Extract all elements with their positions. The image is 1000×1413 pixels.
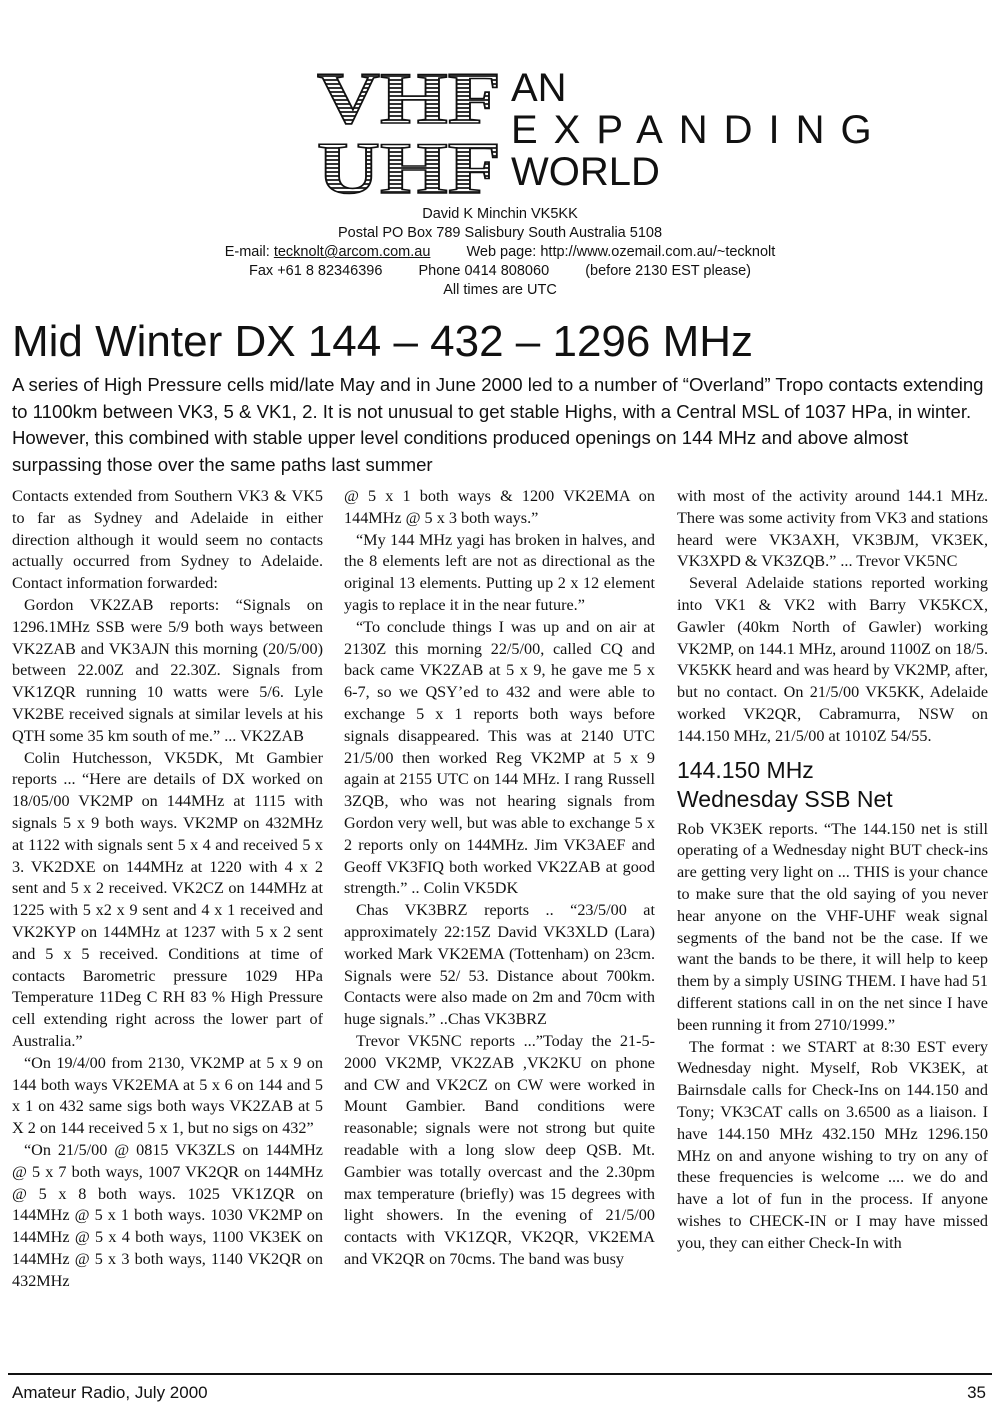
email-link[interactable]: tecknolt@arcom.com.au <box>273 244 431 260</box>
page-number: 35 <box>967 1383 986 1402</box>
masthead <box>315 63 895 198</box>
paragraph: Gordon VK2ZAB reports: “Signals on 1296.1MHz SSB were 5/9 both ways between VK2ZAB and VK3AJN this morning (20/5/00) between 22.00Z and 22.30Z. Signals from VK1ZQR running 10 watts were 5/6. Lyle VK2BE received signals at similar levels at his QTH some 35 km south of me.” ... VK2ZAB <box>12 595 323 745</box>
article-headline: Mid Winter DX 144 – 432 – 1296 MHz <box>12 317 754 366</box>
subhead-line-1: 144.150 MHz <box>677 756 814 783</box>
email-label: E-mail: <box>224 244 270 260</box>
paragraph: Chas VK3BRZ reports .. “23/5/00 at approximately 22:15Z David VK3XLD (Lara) worked Mark VK2EMA (Tottenham) on 23cm. Signals were 52/ 53. Distance about 700km. Contacts were also made on 2m and 70cm with huge signals.” ..Chas VK3BRZ <box>344 901 655 1029</box>
email-web-line <box>0 243 1000 262</box>
paragraph: Several Adelaide stations reported working into VK1 & VK2 with Barry VK5KCX, Gawler (40km North of Gawler) working VK2MP, on 144.1 MHz, around 1100Z on 18/5. VK5KK heard and was heard by VK2MP, after, but no contact. On 21/5/00 VK5KK, Adelaide worked VK2QR, Cabramurra, NSW on 144.150 MHz, 21/5/00 at 1010Z 54/55. <box>677 574 988 745</box>
article-standfirst: A series of High Pressure cells mid/late May and in June 2000 led to a number of “Overland” Tropo contacts extending to 1100km between VK3, 5 & VK1, 2. It is not unusual to get stable Highs, with a Central MSL of 1037 HPa, in winter. However, this combined with stable upper level conditions produced openings on 144 MHz and above almost surpassing those over the same paths last summer <box>12 374 984 475</box>
paragraph: “On 21/5/00 @ 0815 VK3ZLS on 144MHz @ 5 x 7 both ways, 1007 VK2QR on 144MHz @ 5 x 8 both ways. 1025 VK1ZQR on 144MHz @ 5 x 1 both ways. 1030 VK2MP on 144MHz @ 5 x 4 both ways, 1100 VK3EK on 144MHz @ 5 x 3 both ways, 1140 VK2QR on 432MHz <box>12 1140 323 1290</box>
fax-phone-line <box>0 262 1000 281</box>
paragraph: “To conclude things I was up and on air at 2130Z this morning 22/5/00, called CQ and back came VK2ZAB at 5 x 9, he gave me 5 x 6-7, so we QSY’ed to 432 and were able to exchange 5 x 1 reports both ways before signals disappeared. This was at 2140 UTC 21/5/00 then worked Reg VK2MP at 5 x 9 again at 2155 UTC on 144 MHz. I rang Russell 3ZQB, who was not hearing signals from Gordon very well, but was able to exchange 5 x 2 reports only on 144MHz. Jim VK3AEF and Geoff VK3FIQ both worked VK2ZAB at good strength.” .. Colin VK5DK <box>344 617 655 898</box>
tagline-line-1: AN <box>511 66 567 110</box>
column-3 <box>677 486 988 1366</box>
paragraph: with most of the activity around 144.1 MHz. There was some activity from VK3 and stations heard were VK3AXH, VK3BJM, VK3EK, VK3XPD & VK3ZQB.” ... Trevor VK5NC <box>677 487 988 571</box>
fax-number: Fax +61 8 82346396 <box>249 263 383 279</box>
paragraph: Rob VK3EK reports. “The 144.150 net is still operating of a Wednesday night BUT check-ins are getting very light on ... THIS is your chance to make sure that the old saying of you never hear anyone on the VHF-UHF weak signal segments of the band not be the case. If we want the bands to be there, it will help to keep them by a simply USING THEM. I have had 51 different stations call in on the net since I have been running it from 2710/1999.” <box>677 819 988 1034</box>
paragraph: Trevor VK5NC reports ...”Today the 21-5-2000 VK2MP, VK2ZAB ,VK2KU on phone and CW and VK2CZ on CW were worked in Mount Gambier. Band conditions were reasonable; signals were not strong but quite readable with a long slow deep QSB. Mt. Gambier was totally overcast and the 2.30pm max temperature (briefly) was 15 degrees with light showers. In the evening of 21/5/00 contacts with VK1ZQR, VK2QR, VK2EMA and VK2QR on 70cms. The band was busy <box>344 1031 655 1268</box>
vhf-uhf-logo <box>315 63 505 198</box>
paragraph: Contacts extended from Southern VK3 & VK5 to far as Sydney and Adelaide in either direction although it would seem no contacts actually occurred from Sydney to Adelaide. Contact information forwarded: <box>12 487 323 593</box>
section-subhead <box>677 756 988 814</box>
tagline-line-3: WORLD <box>511 150 660 194</box>
logo-uhf: UHF <box>317 128 501 198</box>
author-contact-block <box>0 205 1000 300</box>
author-name: David K Minchin VK5KK <box>422 206 578 222</box>
paragraph: “My 144 MHz yagi has broken in halves, and the 8 elements left are not as directional as the original 13 elements. Putting up 2 x 12 element yagis to replace it in the near future.” <box>344 530 655 614</box>
web-page: Web page: http://www.ozemail.com.au/~tecknolt <box>466 244 776 260</box>
footer-rule <box>8 1373 992 1375</box>
column-1 <box>12 486 323 1366</box>
paragraph: @ 5 x 1 both ways & 1200 VK2EMA on 144MHz @ 5 x 3 both ways.” <box>344 487 655 527</box>
subhead-line-2: Wednesday SSB Net <box>677 785 893 812</box>
paragraph: The format : we START at 8:30 EST every Wednesday night. Myself, Rob VK3EK, at Bairnsdale calls for Check-Ins on 144.150 and Tony; VK3CAT calls on 3.6500 as a liaison. I have 144.150 MHz 432.150 MHz 1296.150 MHz on and anyone wishing to try on any of these frequencies is welcome .... we do and have a lot of fun in the process. If anyone wishes to CHECK-IN or I may have missed you, they can either Check-In with <box>677 1037 988 1252</box>
times-note: All times are UTC <box>443 282 557 298</box>
phone-number: Phone 0414 808060 <box>418 263 550 279</box>
paragraph: “On 19/4/00 from 2130, VK2MP at 5 x 9 on 144 both ways VK2EMA at 5 x 6 on 144 and 5 x 1 on 432 same sigs both ways VK2ZAB at 5 X 2 on 144 received 5 x 1, but no sigs on 432” <box>12 1053 323 1138</box>
masthead-tagline <box>511 67 888 193</box>
footer-publication: Amateur Radio, July 2000 <box>12 1383 208 1402</box>
paragraph: Colin Hutchesson, VK5DK, Mt Gambier reports ... “Here are details of DX worked on 18/05/00 VK2MP on 144MHz at 1115 with signals 5 x 9 both ways. VK2MP on 432MHz at 1122 with signals sent 5 x 4 and received 5 x 3. VK2DXE on 144MHz at 1220 with 4 x 2 sent and 5 x 2 received. VK2CZ on 144MHz at 1225 with 5 x2 x 9 sent and 4 x 1 received and VK2KYP on 144MHz at 1237 with 5 x 2 sent and 5 x 5 received. Conditions at time of contacts Barometric pressure 1029 HPa Temperature 11Deg C RH 83 % High Pressure cell extending right across the lower part of Australia.” <box>12 748 323 1050</box>
postal-address: Postal PO Box 789 Salisbury South Australia 5108 <box>337 225 663 241</box>
logo-vhf: VHF <box>317 63 501 140</box>
tagline-line-2: EXPANDING <box>511 108 888 152</box>
column-2 <box>344 486 655 1366</box>
phone-note: (before 2130 EST please) <box>585 263 751 279</box>
